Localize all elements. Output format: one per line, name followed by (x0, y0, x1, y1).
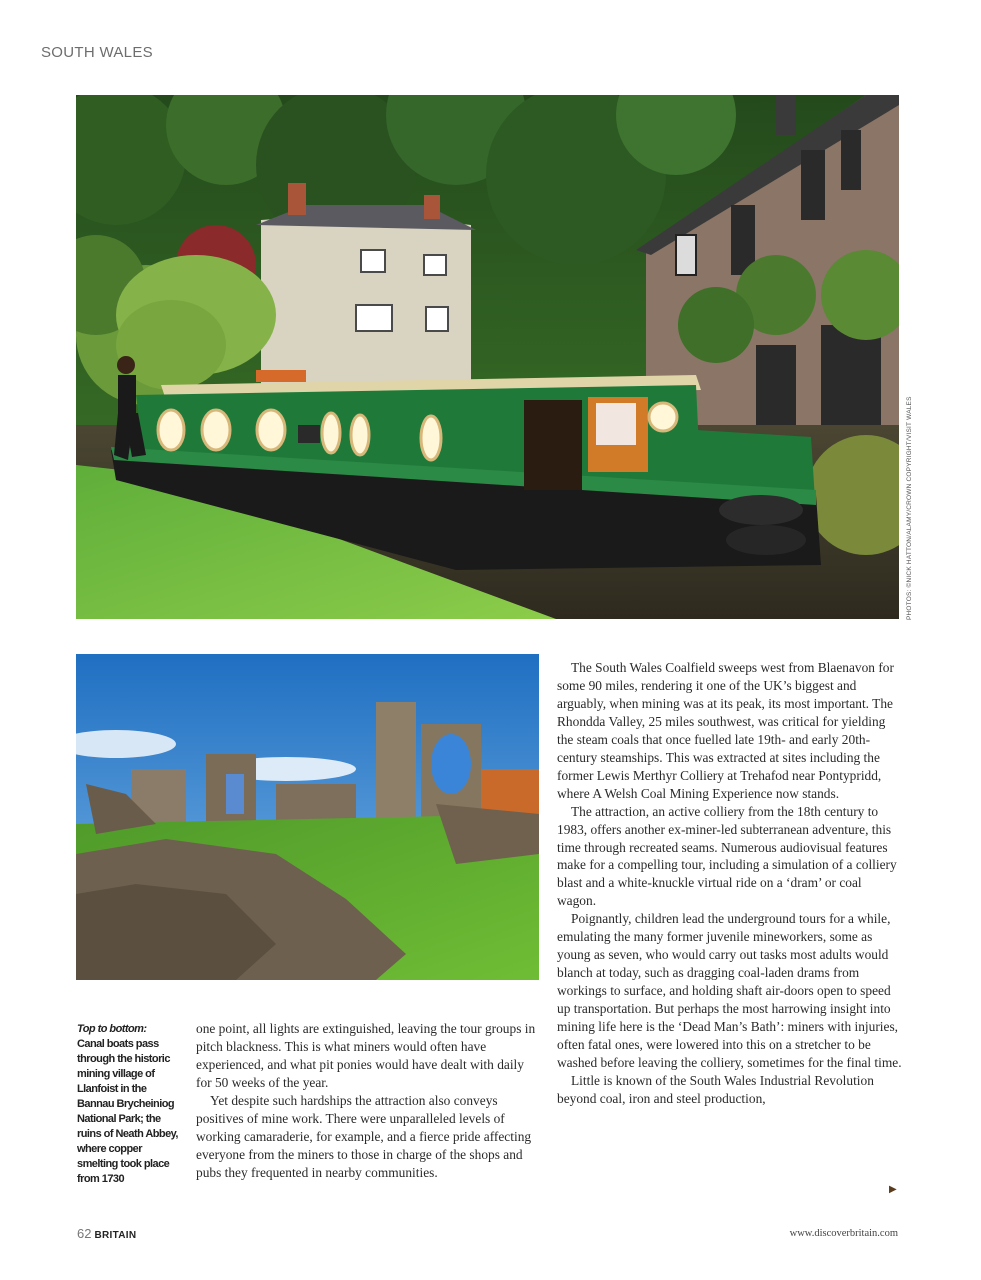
paragraph: Yet despite such hardships the attraction also conveys positives of mine work. There were unparalleled levels of working camaraderie, for example, and a fierce pride affecting everyone from the miners to those in charge of the shops and pubs they frequented in nearby communities. (196, 1092, 532, 1180)
paragraph: The South Wales Coalfield sweeps west from Blaenavon for some 90 miles, rendering it one of the UK’s biggest and arguably, when mining was at its peak, its most important. The Rhondda Valley, 25 miles southwest, was critical for yielding the steam coals that once fuelled late 19th- and early 20th-century steamships. This was extracted at sites including the former Lewis Merthyr Colliery at Trehafod near Pontypridd, where A Welsh Coal Mining Experience now stands. (557, 660, 894, 801)
canal-boat-photo (76, 95, 899, 619)
website-url[interactable]: www.discoverbritain.com (789, 1228, 898, 1239)
magazine-name: BRITAIN (94, 1230, 137, 1241)
paragraph: The attraction, an active colliery from the 18th century to 1983, offers another ex-miner-led subterranean adventure, this time through recreated seams. Numerous audiovisual features make for a compelling tour, including a simulation of a colliery blast and a white-knuckle virtual ride on a ‘dram’ or coal wagon. (557, 803, 897, 909)
paragraph: Little is known of the South Wales Industrial Revolution beyond coal, iron and steel production, (557, 1072, 874, 1106)
photo-credit: PHOTOS: ©NICK HATTON/ALAMY/CROWN COPYRIGHT/VISIT WALES (906, 396, 913, 620)
caption-body: Canal boats pass through the historic mining village of Llanfoist in the Bannau Brycheiniog National Park; the ruins of Neath Abbey, where copper smelting took place from 1730 (77, 1038, 178, 1185)
triangle-right-icon: ▶ (889, 1184, 897, 1195)
caption-heading: Top to bottom: (77, 1023, 147, 1035)
paragraph: Poignantly, children lead the underground tours for a while, emulating the many former juvenile mineworkers, some as young as seven, who would carry out tasks most adults would blanch at today, such as dragging coal-laden drams from workings to surface, and holding shaft air-doors open to speed up transportation. But perhaps the most harrowing insight into mining life here is the ‘Dead Man’s Bath’: miners with injuries, often fatal ones, were lowered into this on a stretcher to be washed before leaving the colliery, sometimes for the final time. (557, 911, 902, 1070)
neath-abbey-photo (76, 654, 539, 980)
photo-caption (77, 1022, 182, 1187)
footer-folio (77, 1226, 136, 1241)
paragraph: one point, all lights are extinguished, leaving the tour groups in pitch blackness. This is what miners would often have experienced, and what pit ponies would have dealt with daily for 50 weeks of the year. (196, 1021, 536, 1090)
page-number: 62 (77, 1226, 92, 1241)
body-column-middle (196, 1020, 538, 1182)
body-column-right (557, 659, 903, 1108)
section-label: SOUTH WALES (41, 44, 153, 61)
